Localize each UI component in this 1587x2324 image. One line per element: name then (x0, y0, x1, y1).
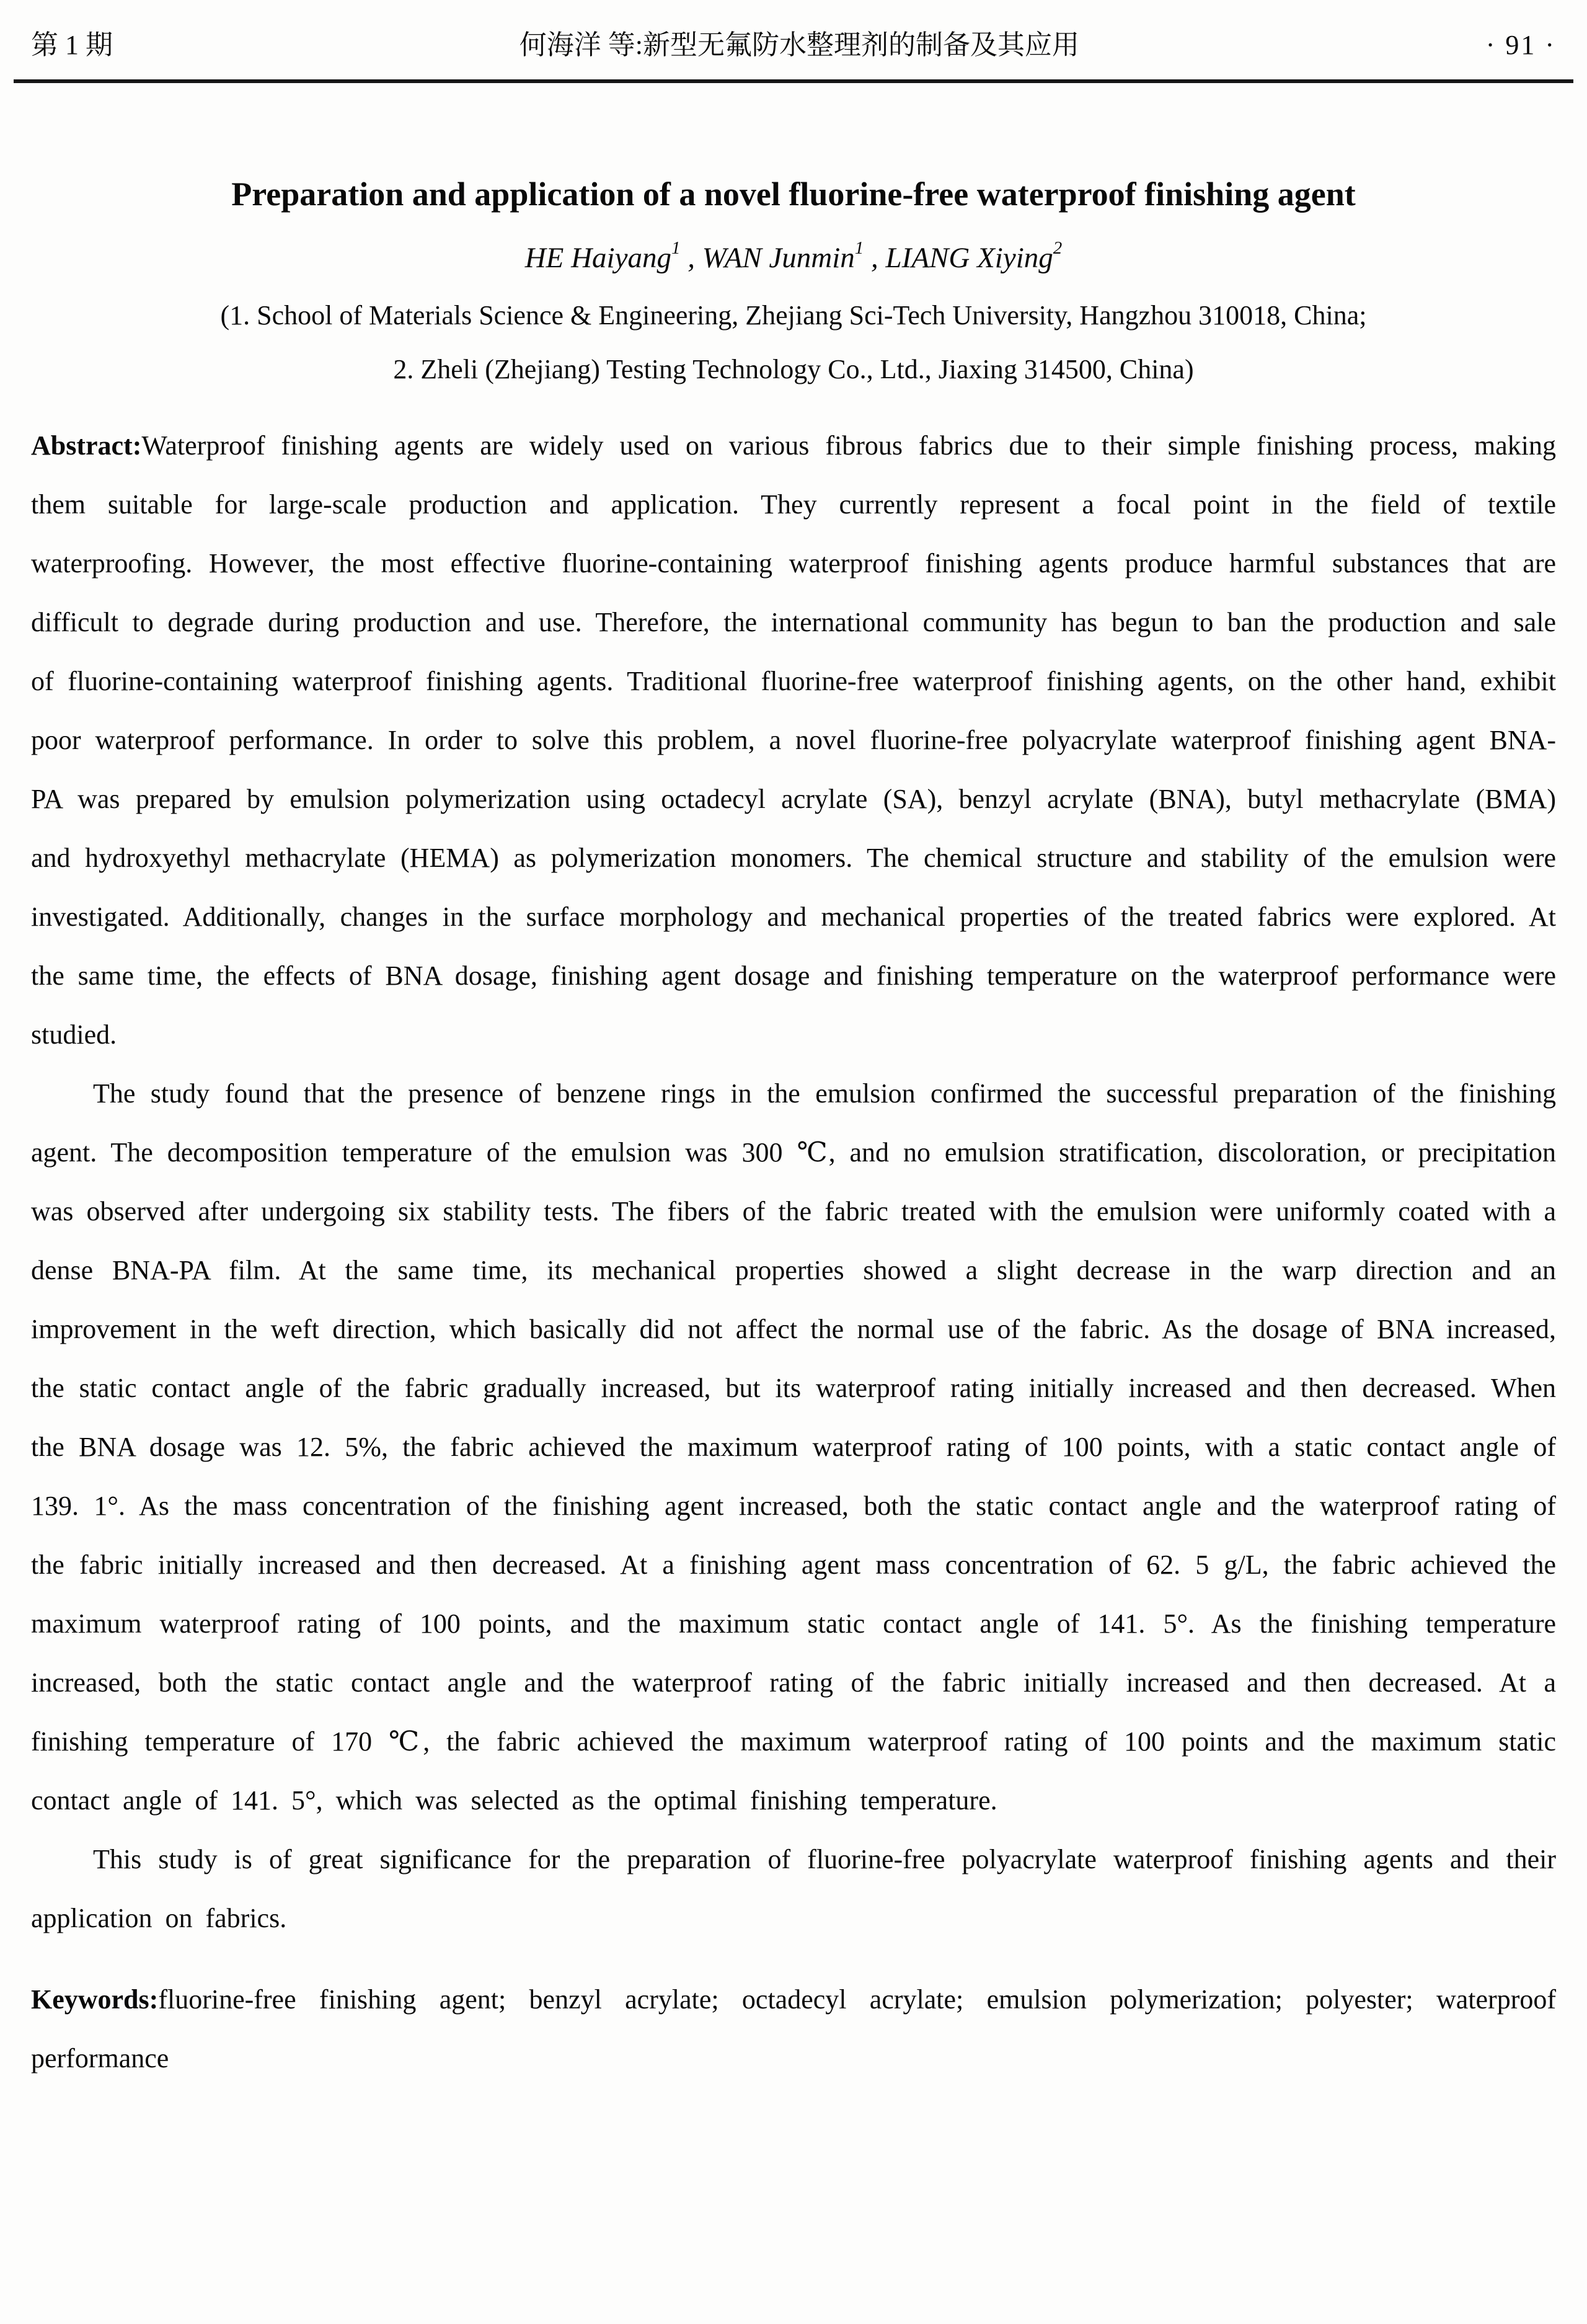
abstract-paragraph-1 (31, 416, 1556, 1064)
running-header (31, 0, 1556, 62)
running-title: 何海洋 等:新型无氟防水整理剂的制备及其应用 (519, 30, 1079, 60)
page-number: · 91 · (1485, 30, 1556, 60)
abstract-paragraph-1-text: Waterproof finishing agents are widely used on various fibrous fabrics due to their simple finishing process, making them suitable for large-scale production and application. They currently represent a focal point in the field of textile waterproofing. However, the most effective fluorine-containing waterproof finishing agents produce harmful substances that are difficult to degrade during production and use. Therefore, the international community has begun to ban the production and sale of fluorine-containing waterproof finishing agents. Traditional fluorine-free waterproof finishing agents, on the other hand, exhibit poor waterproof performance. In order to solve this problem, a novel fluorine-free polyacrylate waterproof finishing agent BNA-PA was prepared by emulsion polymerization using octadecyl acrylate (SA), benzyl acrylate (BNA), butyl methacrylate (BMA) and hydroxyethyl methacrylate (HEMA) as polymerization monomers. The chemical structure and stability of the emulsion were investigated. Additionally, changes in the surface morphology and mechanical properties of the treated fabrics were explored. At the same time, the effects of BNA dosage, finishing agent dosage and finishing temperature on the waterproof performance were studied. (31, 430, 1556, 1050)
author-affil-sup-3: 2 (1053, 238, 1063, 258)
keywords-line (31, 1970, 1556, 2088)
author-affil-sup-2: 1 (854, 238, 864, 258)
keywords-text: fluorine-free finishing agent; benzyl acrylate; octadecyl acrylate; emulsion polymerization; polyester; waterproof performance (31, 1984, 1556, 2073)
abstract-paragraph-2: The study found that the presence of benzene rings in the emulsion confirmed the successful preparation of the finishing agent. The decomposition temperature of the emulsion was 300 ℃, and no emulsion stratification, discoloration, or precipitation was observed after undergoing six stability tests. The fibers of the fabric treated with the emulsion were uniformly coated with a dense BNA-PA film. At the same time, its mechanical properties showed a slight decrease in the warp direction and an improvement in the weft direction, which basically did not affect the normal use of the fabric. As the dosage of BNA increased, the static contact angle of the fabric gradually increased, but its waterproof rating initially increased and then decreased. When the BNA dosage was 12. 5%, the fabric achieved the maximum waterproof rating of 100 points, with a static contact angle of 139. 1°. As the mass concentration of the finishing agent increased, both the static contact angle and the waterproof rating of the fabric initially increased and then decreased. At a finishing agent mass concentration of 62. 5 g/L, the fabric achieved the maximum waterproof rating of 100 points, and the maximum static contact angle of 141. 5°. As the finishing temperature increased, both the static contact angle and the waterproof rating of the fabric initially increased and then decreased. At a finishing temperature of 170 ℃, the fabric achieved the maximum waterproof rating of 100 points and the maximum static contact angle of 141. 5°, which was selected as the optimal finishing temperature. (31, 1078, 1556, 1816)
abstract-section (31, 416, 1556, 2088)
abstract-label: Abstract: (31, 430, 142, 461)
author-separator: , (864, 242, 886, 274)
author-name-3: LIANG Xiying (885, 242, 1053, 274)
authors-line (31, 238, 1556, 275)
author-name-1: HE Haiyang (524, 242, 671, 274)
affiliation-line-1: (1. School of Materials Science & Engineering, Zhejiang Sci-Tech University, Hangzhou 310018, China; (220, 300, 1367, 330)
abstract-paragraph-3: This study is of great significance for the preparation of fluorine-free polyacrylate waterproof finishing agents and their application on fabrics. (31, 1844, 1556, 1933)
issue-label: 第 1 期 (31, 30, 113, 60)
author-affil-sup-1: 1 (671, 238, 681, 258)
author-name-2: WAN Junmin (702, 242, 855, 274)
author-separator: , (680, 242, 702, 274)
keywords-label: Keywords: (31, 1984, 159, 2015)
header-rule (14, 79, 1573, 83)
affiliation-line-2: 2. Zheli (Zhejiang) Testing Technology Co., Ltd., Jiaxing 314500, China) (393, 354, 1194, 384)
article-title: Preparation and application of a novel fluorine-free waterproof finishing agent (231, 175, 1356, 213)
